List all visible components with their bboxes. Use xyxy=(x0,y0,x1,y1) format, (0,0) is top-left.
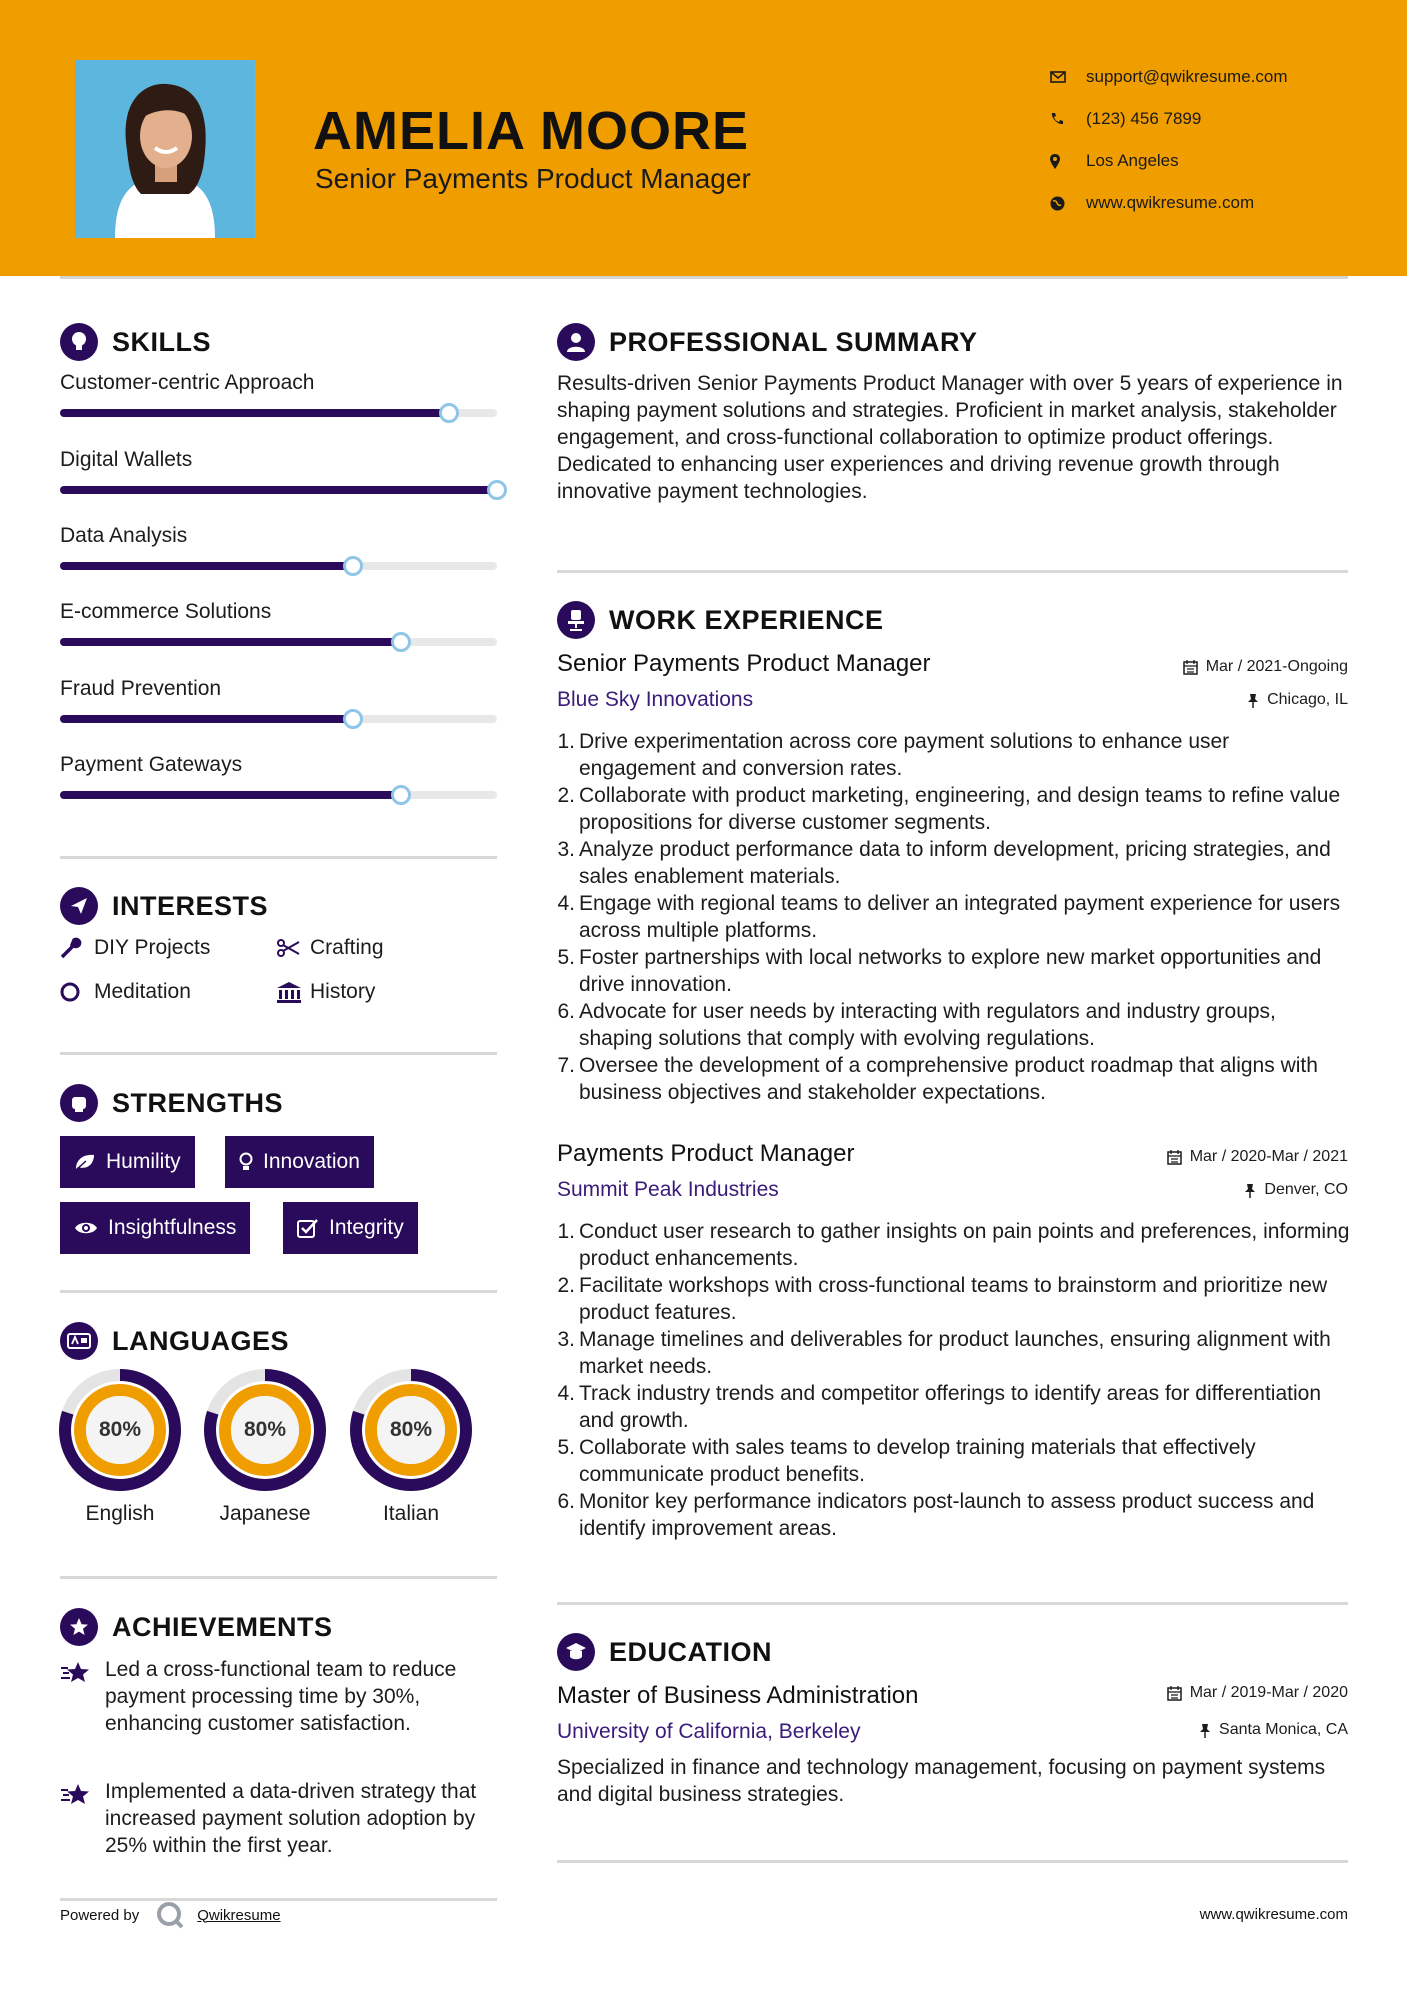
contact-email-text: support@qwikresume.com xyxy=(1086,67,1288,86)
job-title: Senior Payments Product Manager xyxy=(557,650,931,677)
section-divider xyxy=(60,1290,497,1293)
bullet-item: 1. Conduct user research to gather insights on pain points and preferences, informing product enhancements. xyxy=(557,1220,1350,1270)
skill-bar xyxy=(60,486,497,494)
language-name: Italian xyxy=(382,1502,440,1525)
bullet-item: 7. Oversee the development of a comprehensive product roadmap that aligns with business objectives and stakeholder expectations. xyxy=(555,1052,1350,1106)
qwikresume-logo-icon xyxy=(155,1900,185,1930)
globe-icon xyxy=(1050,196,1086,211)
contact-location-text: Los Angeles xyxy=(1086,151,1179,170)
skill-item xyxy=(60,524,497,548)
header-divider xyxy=(60,276,1348,279)
job-location-text: Denver, CO xyxy=(1264,1181,1348,1198)
section-divider xyxy=(557,1860,1348,1863)
profile-photo xyxy=(75,60,255,238)
skill-label: E-commerce Solutions xyxy=(60,600,272,623)
job-location xyxy=(1247,691,1348,709)
strength-label: Insightfulness xyxy=(108,1216,237,1239)
language-item xyxy=(349,1368,473,1526)
skill-label: Data Analysis xyxy=(60,524,188,547)
fist-icon xyxy=(60,1084,98,1122)
contact-phone-text: (123) 456 7899 xyxy=(1086,109,1202,128)
degree-title: Master of Business Administration xyxy=(557,1682,919,1709)
skill-label: Payment Gateways xyxy=(60,753,243,776)
contact-list xyxy=(1050,56,1288,224)
bullet-text: Analyze product performance data to inform development, pricing strategies, and sales enablement materials. xyxy=(579,838,1331,888)
skill-item xyxy=(60,600,497,624)
interest-item xyxy=(60,936,210,960)
bullet-item: 5. Collaborate with sales teams to develop training materials that effectively communicate product benefits. xyxy=(555,1434,1350,1488)
interest-label: DIY Projects xyxy=(94,936,211,959)
strength-label: Integrity xyxy=(329,1216,404,1239)
pushpin-icon xyxy=(1244,1183,1256,1198)
interest-item xyxy=(276,980,375,1004)
footer-website[interactable]: www.qwikresume.com xyxy=(1199,1906,1348,1923)
language-name: Japanese xyxy=(219,1502,311,1525)
bullet-item: 3. Analyze product performance data to inform development, pricing strategies, and sales enablement materials. xyxy=(555,836,1350,890)
strength-label: Humility xyxy=(106,1150,181,1173)
interest-label: History xyxy=(310,980,376,1003)
interests-heading xyxy=(60,887,268,925)
job-dates xyxy=(1167,1148,1348,1166)
skills-heading xyxy=(60,323,211,361)
skill-bar xyxy=(60,409,497,417)
candidate-name: AMELIA MOORE xyxy=(313,101,749,161)
bullet-text: Facilitate workshops with cross-functional teams to brainstorm and prioritize new product features. xyxy=(579,1274,1328,1324)
company-name: Summit Peak Industries xyxy=(557,1178,779,1201)
contact-website[interactable] xyxy=(1050,182,1288,224)
contact-location xyxy=(1050,140,1288,182)
interest-label: Crafting xyxy=(310,936,384,959)
skill-label: Customer-centric Approach xyxy=(60,371,315,394)
skill-bar xyxy=(60,791,497,799)
envelope-icon xyxy=(1050,71,1086,83)
museum-icon xyxy=(276,981,310,1003)
languages-title: LANGUAGES xyxy=(112,1325,290,1356)
achievements-title: ACHIEVEMENTS xyxy=(112,1611,333,1642)
interest-item xyxy=(276,936,384,960)
skill-label: Digital Wallets xyxy=(60,448,193,471)
job-title: Payments Product Manager xyxy=(557,1140,855,1167)
pushpin-icon xyxy=(1247,693,1259,708)
interests-title: INTERESTS xyxy=(112,890,269,921)
bullet-text: Manage timelines and deliverables for product launches, ensuring alignment with market needs. xyxy=(579,1328,1331,1378)
bullet-item: 2. Facilitate workshops with cross-functional teams to brainstorm and prioritize new product features. xyxy=(555,1272,1350,1326)
bullet-item: 1. Drive experimentation across core payment solutions to enhance user engagement and conversion rates. xyxy=(555,728,1350,782)
job-bullets xyxy=(555,728,1350,1106)
lightbulb-icon xyxy=(60,323,98,361)
skill-label: Fraud Prevention xyxy=(60,677,222,700)
bullet-text: Monitor key performance indicators post-launch to assess product success and identify improvement areas. xyxy=(579,1490,1315,1540)
summary-heading xyxy=(557,323,978,361)
skill-item xyxy=(60,753,497,777)
bullet-text: Engage with regional teams to deliver an integrated payment experience for users across multiple platforms. xyxy=(579,892,1341,942)
achievement-text: Led a cross-functional team to reduce payment processing time by 30%, enhancing customer satisfaction. xyxy=(105,1658,457,1735)
footer-powered-by xyxy=(60,1900,281,1930)
section-divider xyxy=(557,1602,1348,1605)
language-percent: 80% xyxy=(389,1418,433,1441)
powered-by-text: Powered by xyxy=(60,1906,140,1924)
summary-text: Results-driven Senior Payments Product Manager with over 5 years of experience in shaping payment solutions and strategies. Proficient in market analysis, stakeholder engagement, and cross-functional collaboration to optimize product offerings. Dedicated to enhancing user experiences and driving revenue growth through innovative payment technologies. xyxy=(557,372,1343,503)
chair-icon xyxy=(557,601,595,639)
bullet-item: 6. Monitor key performance indicators post-launch to assess product success and identify improvement areas. xyxy=(555,1488,1350,1542)
achievement-item xyxy=(60,1778,500,1859)
job-dates xyxy=(1183,658,1348,676)
candidate-role: Senior Payments Product Manager xyxy=(315,163,751,194)
job-dates-text: Mar / 2020-Mar / 2021 xyxy=(1189,1148,1348,1165)
skill-bar xyxy=(60,562,497,570)
education-heading xyxy=(557,1633,772,1671)
section-divider xyxy=(60,856,497,859)
pushpin-icon xyxy=(1199,1723,1211,1738)
lightbulb-icon xyxy=(239,1152,253,1172)
company-name: Blue Sky Innovations xyxy=(557,688,754,711)
bullet-text: Advocate for user needs by interacting with regulators and industry groups, shaping solutions that comply with evolving regulations. xyxy=(579,1000,1276,1050)
bullet-text: Oversee the development of a comprehensive product roadmap that aligns with business objectives and stakeholder expectations. xyxy=(579,1054,1318,1104)
bullet-item: 4. Track industry trends and competitor offerings to identify areas for differentiation and growth. xyxy=(555,1380,1350,1434)
wrench-icon xyxy=(60,937,94,959)
circle-icon xyxy=(60,982,94,1002)
header-banner xyxy=(0,0,1407,276)
education-location-text: Santa Monica, CA xyxy=(1219,1721,1348,1738)
education-title: EDUCATION xyxy=(609,1636,772,1667)
bullet-text: Track industry trends and competitor offerings to identify areas for differentiation and growth. xyxy=(579,1382,1321,1432)
language-percent: 80% xyxy=(98,1418,142,1441)
strength-tag xyxy=(283,1202,418,1254)
language-item xyxy=(58,1368,182,1526)
contact-phone[interactable] xyxy=(1050,98,1288,140)
bullet-text: Foster partnerships with local networks to explore new market opportunities and drive innovation. xyxy=(579,946,1322,996)
calendar-icon xyxy=(1183,660,1198,675)
bullet-text: Collaborate with product marketing, engineering, and design teams to refine value propositions for diverse customer segments. xyxy=(579,784,1341,834)
education-location xyxy=(1199,1721,1348,1739)
eye-icon xyxy=(74,1220,98,1236)
strength-label: Innovation xyxy=(263,1150,360,1173)
calendar-icon xyxy=(1167,1150,1182,1165)
experience-heading xyxy=(557,601,884,639)
skill-bar xyxy=(60,715,497,723)
star-icon xyxy=(60,1656,105,1737)
star-icon xyxy=(60,1778,105,1859)
education-dates xyxy=(1167,1684,1348,1702)
section-divider xyxy=(60,1576,497,1579)
scissors-icon xyxy=(276,939,310,957)
language-name: English xyxy=(85,1502,155,1525)
bullet-item: 6. Advocate for user needs by interacting with regulators and industry groups, shaping solutions that comply with evolving regulations. xyxy=(555,998,1350,1052)
education-dates-text: Mar / 2019-Mar / 2020 xyxy=(1189,1684,1348,1701)
strengths-heading xyxy=(60,1084,283,1122)
skills-title: SKILLS xyxy=(112,326,212,357)
section-divider xyxy=(557,570,1348,573)
interest-item xyxy=(60,980,191,1004)
check-square-icon xyxy=(297,1218,319,1238)
calendar-icon xyxy=(1167,1686,1182,1701)
brand-link[interactable]: Qwikresume xyxy=(197,1906,281,1924)
bullet-item: 3. Manage timelines and deliverables for product launches, ensuring alignment with market needs. xyxy=(555,1326,1350,1380)
languages-heading xyxy=(60,1322,289,1360)
paper-plane-icon xyxy=(60,887,98,925)
summary-title: PROFESSIONAL SUMMARY xyxy=(609,326,978,357)
language-icon xyxy=(60,1322,98,1360)
language-percent: 80% xyxy=(243,1418,287,1441)
phone-icon xyxy=(1050,112,1086,126)
map-pin-icon xyxy=(1050,154,1086,169)
achievement-text: Implemented a data-driven strategy that increased payment solution adoption by 25% within the first year. xyxy=(105,1780,477,1857)
bullet-text: Collaborate with sales teams to develop training materials that effectively communicate product benefits. xyxy=(579,1436,1256,1486)
job-dates-text: Mar / 2021-Ongoing xyxy=(1205,658,1348,675)
school-name: University of California, Berkeley xyxy=(557,1720,861,1743)
star-badge-icon xyxy=(60,1608,98,1646)
experience-title: WORK EXPERIENCE xyxy=(609,604,884,635)
skill-item xyxy=(60,448,497,472)
achievements-heading xyxy=(60,1608,333,1646)
section-divider xyxy=(60,1052,497,1055)
strength-tag xyxy=(60,1136,195,1188)
contact-email[interactable] xyxy=(1050,56,1288,98)
interest-label: Meditation xyxy=(94,980,191,1003)
bullet-item: 2. Collaborate with product marketing, engineering, and design teams to refine value propositions for diverse customer segments. xyxy=(555,782,1350,836)
bullet-item: 4. Engage with regional teams to deliver an integrated payment experience for users across multiple platforms. xyxy=(555,890,1350,944)
bullet-item: 5. Foster partnerships with local networks to explore new market opportunities and drive innovation. xyxy=(555,944,1350,998)
graduation-icon xyxy=(557,1633,595,1671)
education-description: Specialized in finance and technology management, focusing on payment systems and digital business strategies. xyxy=(557,1756,1326,1806)
strength-tag xyxy=(60,1202,250,1254)
job-bullets xyxy=(555,1218,1350,1542)
leaf-icon xyxy=(74,1153,96,1171)
language-item xyxy=(203,1368,327,1526)
contact-website-text: www.qwikresume.com xyxy=(1086,193,1255,212)
skill-item xyxy=(60,677,497,701)
job-location-text: Chicago, IL xyxy=(1267,691,1348,708)
strength-tag xyxy=(225,1136,374,1188)
skill-bar xyxy=(60,638,497,646)
skill-item xyxy=(60,371,497,395)
achievement-item xyxy=(60,1656,500,1737)
strengths-title: STRENGTHS xyxy=(112,1087,284,1118)
user-icon xyxy=(557,323,595,361)
bullet-text: Drive experimentation across core payment solutions to enhance user engagement and conversion rates. xyxy=(579,730,1230,780)
job-location xyxy=(1244,1181,1348,1199)
bullet-text: Conduct user research to gather insights on pain points and preferences, informing product enhancements. xyxy=(579,1220,1350,1270)
